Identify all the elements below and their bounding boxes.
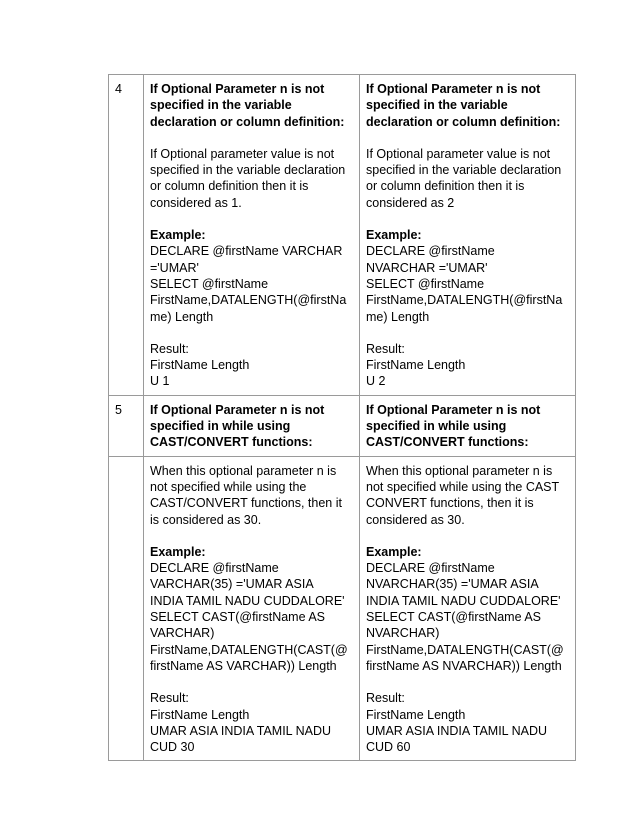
example-label: Example: [366, 228, 422, 243]
text-line: not specified while using the [150, 479, 307, 494]
result-lines [366, 357, 570, 390]
text-line: declaration or column definition: [150, 114, 345, 129]
text-line: firstName AS VARCHAR)) Length [150, 658, 337, 673]
text-line: SELECT CAST(@firstName AS [366, 610, 541, 625]
text-line: FirstName Length [150, 707, 250, 722]
cell-varchar [144, 75, 360, 396]
row-number: 4 [109, 75, 144, 396]
text-line: not specified while using the CAST [366, 479, 560, 494]
text-line: declaration or column definition: [366, 114, 561, 129]
cell-heading [150, 402, 354, 451]
cell-nvarchar [360, 456, 576, 761]
example-label: Example: [366, 544, 422, 559]
text-line: CUD 30 [150, 740, 195, 755]
text-line: FirstName Length [150, 358, 250, 373]
result-label: Result: [366, 341, 405, 356]
example-label: Example: [150, 544, 206, 559]
text-line: SELECT CAST(@firstName AS [150, 610, 325, 625]
result-lines [150, 707, 354, 756]
cell-heading [366, 402, 570, 451]
text-line: DECLARE @firstName [366, 561, 495, 576]
text-line: SELECT @firstName [366, 276, 485, 291]
text-line: FirstName Length [366, 707, 466, 722]
text-line: VARCHAR) [150, 626, 215, 641]
text-line: FirstName,DATALENGTH(@firstNa [150, 293, 347, 308]
text-line: specified in while using [150, 419, 291, 434]
text-line: DECLARE @firstName [150, 561, 279, 576]
result-block [150, 341, 354, 390]
text-line: If Optional parameter value is not [150, 146, 335, 161]
example-block [150, 544, 354, 674]
text-line: is considered as 30. [150, 512, 262, 527]
text-line: considered as 1. [150, 195, 242, 210]
result-block [366, 690, 570, 755]
text-line: DECLARE @firstName [366, 244, 495, 259]
table-row-5 [109, 395, 576, 456]
text-line: INDIA TAMIL NADU CUDDALORE' [366, 593, 561, 608]
text-line: CUD 60 [366, 740, 411, 755]
text-line: If Optional Parameter n is not [150, 402, 325, 417]
cell-varchar [144, 395, 360, 456]
result-label: Result: [366, 691, 405, 706]
text-line: DECLARE @firstName VARCHAR [150, 244, 343, 259]
text-line: U 2 [366, 374, 386, 389]
example-block [366, 544, 570, 674]
text-line: If Optional Parameter n is not [366, 82, 541, 96]
result-block [366, 341, 570, 390]
table-row-4 [109, 75, 576, 396]
text-line: FirstName Length [366, 358, 466, 373]
cell-heading [150, 81, 354, 130]
text-line: If Optional Parameter n is not [366, 402, 541, 417]
row-number: 5 [109, 395, 144, 456]
example-code [366, 243, 570, 324]
example-label: Example: [150, 228, 206, 243]
text-line: When this optional parameter n is [150, 463, 337, 478]
text-line: FirstName,DATALENGTH(CAST(@ [366, 642, 564, 657]
text-line: or column definition then it is [366, 179, 525, 194]
example-code [150, 560, 354, 674]
text-line: specified in the variable declaration [366, 163, 562, 178]
text-line: CAST/CONVERT functions: [366, 435, 529, 450]
text-line: considered as 2 [366, 195, 455, 210]
text-line: FirstName,DATALENGTH(CAST(@ [150, 642, 348, 657]
text-line: specified in the variable declaration [150, 163, 346, 178]
example-block [366, 227, 570, 325]
text-line: me) Length [366, 309, 430, 324]
cell-nvarchar [360, 395, 576, 456]
text-line: CONVERT functions, then it is [366, 496, 534, 511]
result-label: Result: [150, 691, 189, 706]
cell-nvarchar [360, 75, 576, 396]
text-line: UMAR ASIA INDIA TAMIL NADU [150, 723, 332, 738]
text-line: specified in the variable [366, 98, 508, 113]
text-line: NVARCHAR(35) ='UMAR ASIA [366, 577, 539, 592]
cell-description [150, 463, 354, 528]
cell-heading [366, 81, 570, 130]
example-block [150, 227, 354, 325]
comparison-table [108, 74, 576, 761]
example-code [150, 243, 354, 324]
text-line: If Optional Parameter n is not [150, 82, 325, 96]
text-line: UMAR ASIA INDIA TAMIL NADU [366, 723, 548, 738]
result-block [150, 690, 354, 755]
text-line: specified in the variable [150, 98, 292, 113]
text-line: When this optional parameter n is [366, 463, 553, 478]
result-label: Result: [150, 341, 189, 356]
row-number-empty [109, 456, 144, 761]
cell-varchar [144, 456, 360, 761]
text-line: INDIA TAMIL NADU CUDDALORE' [150, 593, 345, 608]
text-line: considered as 30. [366, 512, 465, 527]
cell-description [366, 463, 570, 528]
text-line: me) Length [150, 309, 214, 324]
table-row-5-detail [109, 456, 576, 761]
cell-description [366, 146, 570, 211]
text-line: ='UMAR' [150, 260, 199, 275]
text-line: specified in while using [366, 419, 507, 434]
text-line: If Optional parameter value is not [366, 146, 551, 161]
cell-description [150, 146, 354, 211]
text-line: or column definition then it is [150, 179, 309, 194]
result-lines [366, 707, 570, 756]
text-line: CAST/CONVERT functions: [150, 435, 313, 450]
text-line: CAST/CONVERT functions, then it [150, 496, 342, 511]
text-line: VARCHAR(35) ='UMAR ASIA [150, 577, 314, 592]
text-line: NVARCHAR ='UMAR' [366, 260, 488, 275]
text-line: U 1 [150, 374, 170, 389]
text-line: FirstName,DATALENGTH(@firstNa [366, 293, 563, 308]
text-line: NVARCHAR) [366, 626, 440, 641]
text-line: firstName AS NVARCHAR)) Length [366, 658, 562, 673]
result-lines [150, 357, 354, 390]
example-code [366, 560, 570, 674]
text-line: SELECT @firstName [150, 276, 269, 291]
